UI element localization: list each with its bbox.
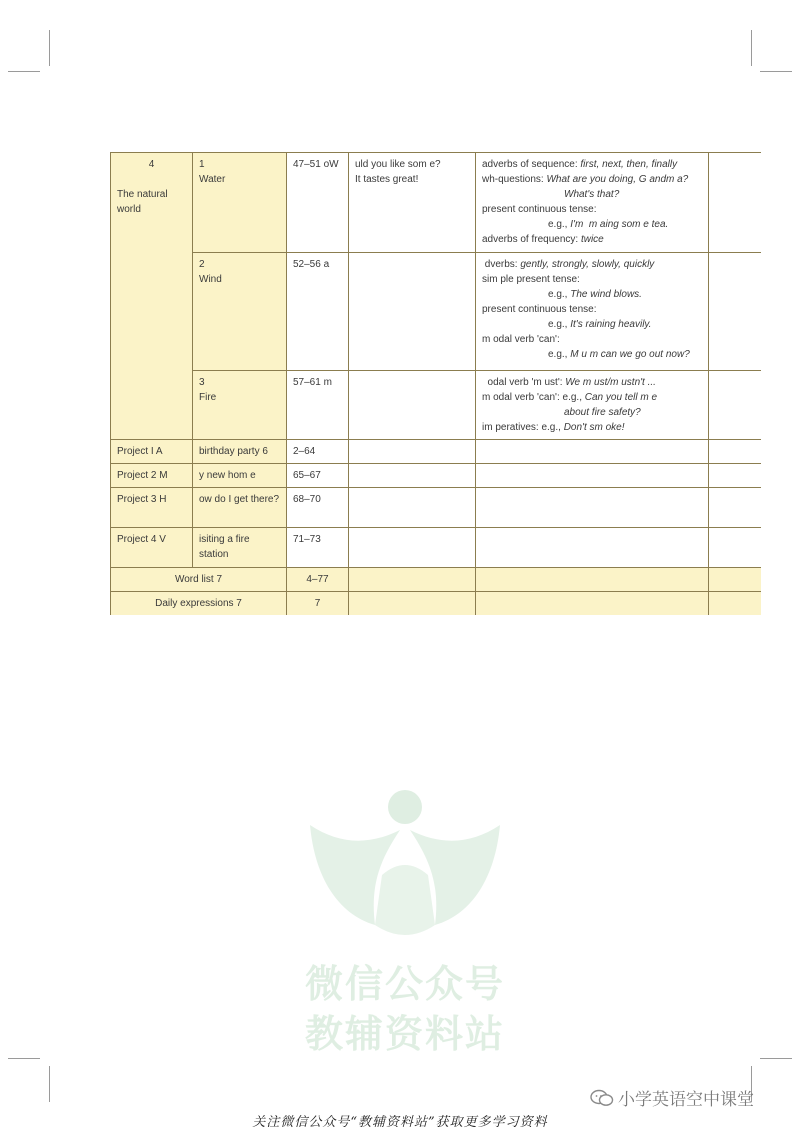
language-line: It tastes great!: [355, 174, 419, 185]
lesson-pages: 47–51 oW: [287, 153, 349, 253]
daily-expressions-label: Daily expressions 7: [111, 592, 287, 616]
wechat-tag: [590, 1085, 754, 1110]
blank-cell: [709, 440, 762, 464]
project-title: ow do I get there?: [193, 488, 287, 528]
table-row: [111, 153, 762, 253]
grammar-line: [482, 317, 702, 332]
lesson-number: 2: [199, 259, 205, 270]
grammar-example: gently, strongly, slowly, quickly: [520, 259, 655, 270]
grammar-example: Don't sm oke!: [563, 422, 625, 433]
lesson-name: Water: [199, 174, 226, 185]
lesson-pages: 57–61 m: [287, 371, 349, 440]
blank-cell: [476, 440, 709, 464]
grammar-text: m odal verb 'can':: [482, 334, 560, 345]
lesson-pages: 52–56 a: [287, 253, 349, 371]
grammar-text: adverbs of sequence:: [482, 159, 581, 170]
blank-cell: [709, 592, 762, 616]
unit-number: 4: [148, 159, 155, 170]
blank-cell: [349, 528, 476, 568]
grammar-text: im peratives: e.g.,: [482, 422, 564, 433]
grammar-cell: [476, 253, 709, 371]
lesson-cell: [193, 371, 287, 440]
wechat-account-name: 小学英语空中课堂: [618, 1090, 754, 1110]
syllabus-table-wrapper: [110, 152, 761, 615]
grammar-line: [482, 257, 702, 272]
blank-cell: [709, 253, 762, 371]
grammar-example: twice: [580, 234, 604, 245]
grammar-text: e.g.,: [548, 349, 571, 360]
lesson-name: Fire: [199, 392, 217, 403]
lesson-name: Wind: [199, 274, 222, 285]
blank-cell: [709, 528, 762, 568]
blank-cell: [349, 464, 476, 488]
grammar-line: [482, 332, 702, 347]
blank-cell: [476, 568, 709, 592]
blank-cell: [349, 568, 476, 592]
grammar-example: M u m can we go out now?: [570, 349, 690, 360]
grammar-line: [482, 172, 702, 187]
table-row: [111, 488, 762, 528]
grammar-text: e.g.,: [548, 219, 571, 230]
lesson-number: 1: [199, 159, 205, 170]
project-label: Project 4 V: [111, 528, 193, 568]
footer-notice: 关注微信公众号“教辅资料站”获取更多学习资料: [252, 1115, 548, 1130]
language-cell: [349, 253, 476, 371]
grammar-line: [482, 202, 702, 217]
grammar-example: What are you doing, G andm a?: [546, 174, 689, 185]
grammar-example: It's raining heavily.: [570, 319, 652, 330]
lesson-cell: [193, 253, 287, 371]
grammar-cell: [476, 153, 709, 253]
grammar-line: [482, 272, 702, 287]
grammar-text: m odal verb 'can': e.g.,: [482, 392, 585, 403]
blank-cell: [476, 464, 709, 488]
crop-mark: [49, 1066, 50, 1102]
grammar-line: [482, 375, 702, 390]
grammar-example: about fire safety?: [564, 407, 641, 418]
table-row: [111, 253, 762, 371]
grammar-line: [482, 390, 702, 405]
crop-mark: [8, 71, 40, 72]
project-pages: 2–64: [287, 440, 349, 464]
word-list-label: Word list 7: [111, 568, 287, 592]
blank-cell: [349, 440, 476, 464]
grammar-line: [482, 302, 702, 317]
grammar-text: present continuous tense:: [482, 304, 597, 315]
project-pages: 68–70: [287, 488, 349, 528]
crop-mark: [8, 1058, 40, 1059]
lesson-cell: [193, 153, 287, 253]
grammar-text: dverbs:: [482, 259, 521, 270]
grammar-text: wh-questions:: [482, 174, 547, 185]
blank-cell: [709, 153, 762, 253]
blank-cell: [709, 464, 762, 488]
crop-mark: [760, 1058, 792, 1059]
grammar-example: The wind blows.: [570, 289, 642, 300]
watermark-line-1: 微信公众号: [304, 962, 505, 1006]
table-row: [111, 592, 762, 616]
grammar-example: first, next, then, finally: [580, 159, 678, 170]
grammar-example: We m ust/m ustn't ...: [565, 377, 656, 388]
grammar-text: e.g.,: [548, 289, 571, 300]
watermark-logo-icon: [300, 785, 510, 945]
unit-cell: [111, 153, 193, 440]
watermark: [300, 785, 510, 1055]
language-line: uld you like som e?: [355, 159, 441, 170]
blank-cell: [476, 488, 709, 528]
project-label: Project 3 H: [111, 488, 193, 528]
grammar-line: [482, 420, 702, 435]
grammar-text: odal verb 'm ust':: [482, 377, 566, 388]
blank-cell: [709, 371, 762, 440]
blank-cell: [709, 488, 762, 528]
grammar-text: sim ple present tense:: [482, 274, 580, 285]
grammar-line: [482, 287, 702, 302]
crop-mark: [49, 30, 50, 66]
blank-cell: [349, 488, 476, 528]
grammar-line: [482, 232, 702, 247]
project-pages: 65–67: [287, 464, 349, 488]
table-row: [111, 440, 762, 464]
grammar-text: present continuous tense:: [482, 204, 597, 215]
grammar-line: [482, 187, 702, 202]
project-title: isiting a fire station: [193, 528, 287, 568]
blank-cell: [709, 568, 762, 592]
grammar-line: [482, 405, 702, 420]
table-row: [111, 528, 762, 568]
watermark-line-2: 教辅资料站: [304, 1012, 505, 1056]
blank-cell: [349, 592, 476, 616]
grammar-text: adverbs of frequency:: [482, 234, 581, 245]
wechat-icon: [590, 1089, 614, 1107]
grammar-line: [482, 217, 702, 232]
syllabus-table: [110, 152, 761, 615]
table-row: [111, 371, 762, 440]
grammar-text: e.g.,: [548, 319, 571, 330]
blank-cell: [476, 528, 709, 568]
project-label: Project 2 M: [111, 464, 193, 488]
grammar-example: Can you tell m e: [584, 392, 658, 403]
daily-expressions-pages: 7: [287, 592, 349, 616]
grammar-line: [482, 347, 702, 362]
crop-mark: [751, 30, 752, 66]
table-row: [111, 568, 762, 592]
grammar-line: [482, 157, 702, 172]
project-title: birthday party 6: [193, 440, 287, 464]
project-pages: 71–73: [287, 528, 349, 568]
project-title: y new hom e: [193, 464, 287, 488]
language-cell: [349, 371, 476, 440]
grammar-example: What's that?: [564, 189, 620, 200]
language-cell: [349, 153, 476, 253]
word-list-pages: 4–77: [287, 568, 349, 592]
project-label: Project I A: [111, 440, 193, 464]
unit-title: The natural world: [117, 189, 168, 215]
blank-cell: [476, 592, 709, 616]
crop-mark: [760, 71, 792, 72]
table-row: [111, 464, 762, 488]
lesson-number: 3: [199, 377, 205, 388]
grammar-example: I'm m aing som e tea.: [570, 219, 669, 230]
grammar-cell: [476, 371, 709, 440]
